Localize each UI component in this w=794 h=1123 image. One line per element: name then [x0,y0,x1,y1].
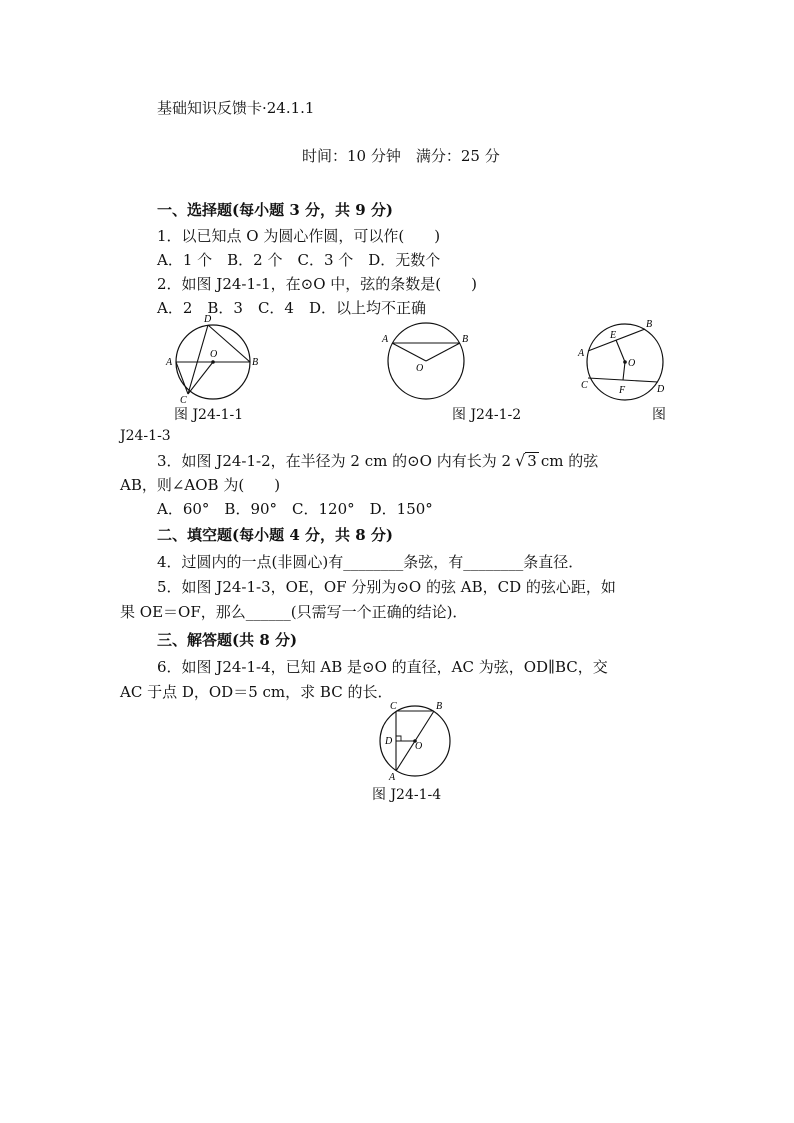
f3-label-f: F [619,385,626,396]
section3-heading: 三、解答题(共 8 分) [157,631,298,649]
figure-caption-j24-1-3-part1: 图 [652,407,666,423]
section1-heading: 一、选择题(每小题 3 分，共 9 分) [157,201,393,219]
q3-text-post: cm 的弦 [540,452,599,470]
section2-heading: 二、填空题(每小题 4 分，共 8 分) [157,526,393,544]
f1-label-d: D [204,314,212,325]
q4-text: 4．过圆内的一点(非圆心)有________条弦，有________条直径． [157,553,584,571]
f3-label-d: D [657,384,665,395]
page-title: 基础知识反馈卡·24.1.1 [157,99,315,117]
f1-label-a: A [166,357,173,368]
f2-label-a: A [382,334,389,345]
q2-options: A．2 B．3 C．4 D．以上均不正确 [157,299,426,317]
f3-label-c: C [581,380,588,391]
f4-label-c: C [390,701,397,712]
q5-line1: 5．如图 J24-1-3，OE，OF 分别为⊙O 的弦 AB，CD 的弦心距，如 [157,578,616,596]
q6-line1: 6．如图 J24-1-4，已知 AB 是⊙O 的直径，AC 为弦，OD∥BC，交 [157,658,608,676]
figure-caption-j24-1-4: 图 J24-1-4 [372,787,442,803]
f3-label-a: A [578,348,585,359]
f1-label-o: O [210,349,218,360]
f2-label-o: O [416,363,424,374]
figure-j24-1-1 [160,312,270,404]
figure-caption-j24-1-3-part2: J24-1-3 [120,428,171,444]
figure-j24-1-3 [575,316,670,402]
f2-label-b: B [462,334,469,345]
time-info: 时间：10 分钟 满分：25 分 [302,147,500,165]
q6-line2: AC 于点 D，OD＝5 cm，求 BC 的长． [120,683,393,701]
sqrt-radicand: 3 [527,452,537,470]
q3-text-pre: 3．如图 J24-1-2，在半径为 2 cm 的⊙O 内有长为 2 [157,452,512,470]
q1-stem: 1．以已知点 O 为圆心作圆，可以作( ) [157,227,441,245]
figure-caption-j24-1-2: 图 J24-1-2 [452,407,522,423]
q5-line2: 果 OE＝OF，那么______(只需写一个正确的结论)． [120,603,468,621]
f4-label-d: D [385,736,393,747]
f4-label-a: A [389,772,396,782]
figure-caption-j24-1-1: 图 J24-1-1 [174,407,244,423]
figure-j24-1-2 [380,318,470,404]
q1-options: A．1 个 B．2 个 C．3 个 D．无数个 [157,251,441,269]
f1-label-c: C [180,395,187,404]
f3-label-e: E [610,330,617,341]
f1-label-b: B [252,357,259,368]
f4-label-b: B [436,701,443,712]
sqrt-symbol: √ 3 [515,451,537,470]
f3-label-b: B [646,319,653,330]
f3-label-o: O [628,358,636,369]
f4-label-o: O [415,741,423,752]
q3-options: A．60° B．90° C．120° D．150° [157,500,433,518]
q3-line2: AB，则∠AOB 为( ) [120,476,281,494]
figure-j24-1-4 [376,698,462,782]
q2-stem: 2．如图 J24-1-1，在⊙O 中，弦的条数是( ) [157,275,477,293]
q3-line1 [157,451,598,471]
